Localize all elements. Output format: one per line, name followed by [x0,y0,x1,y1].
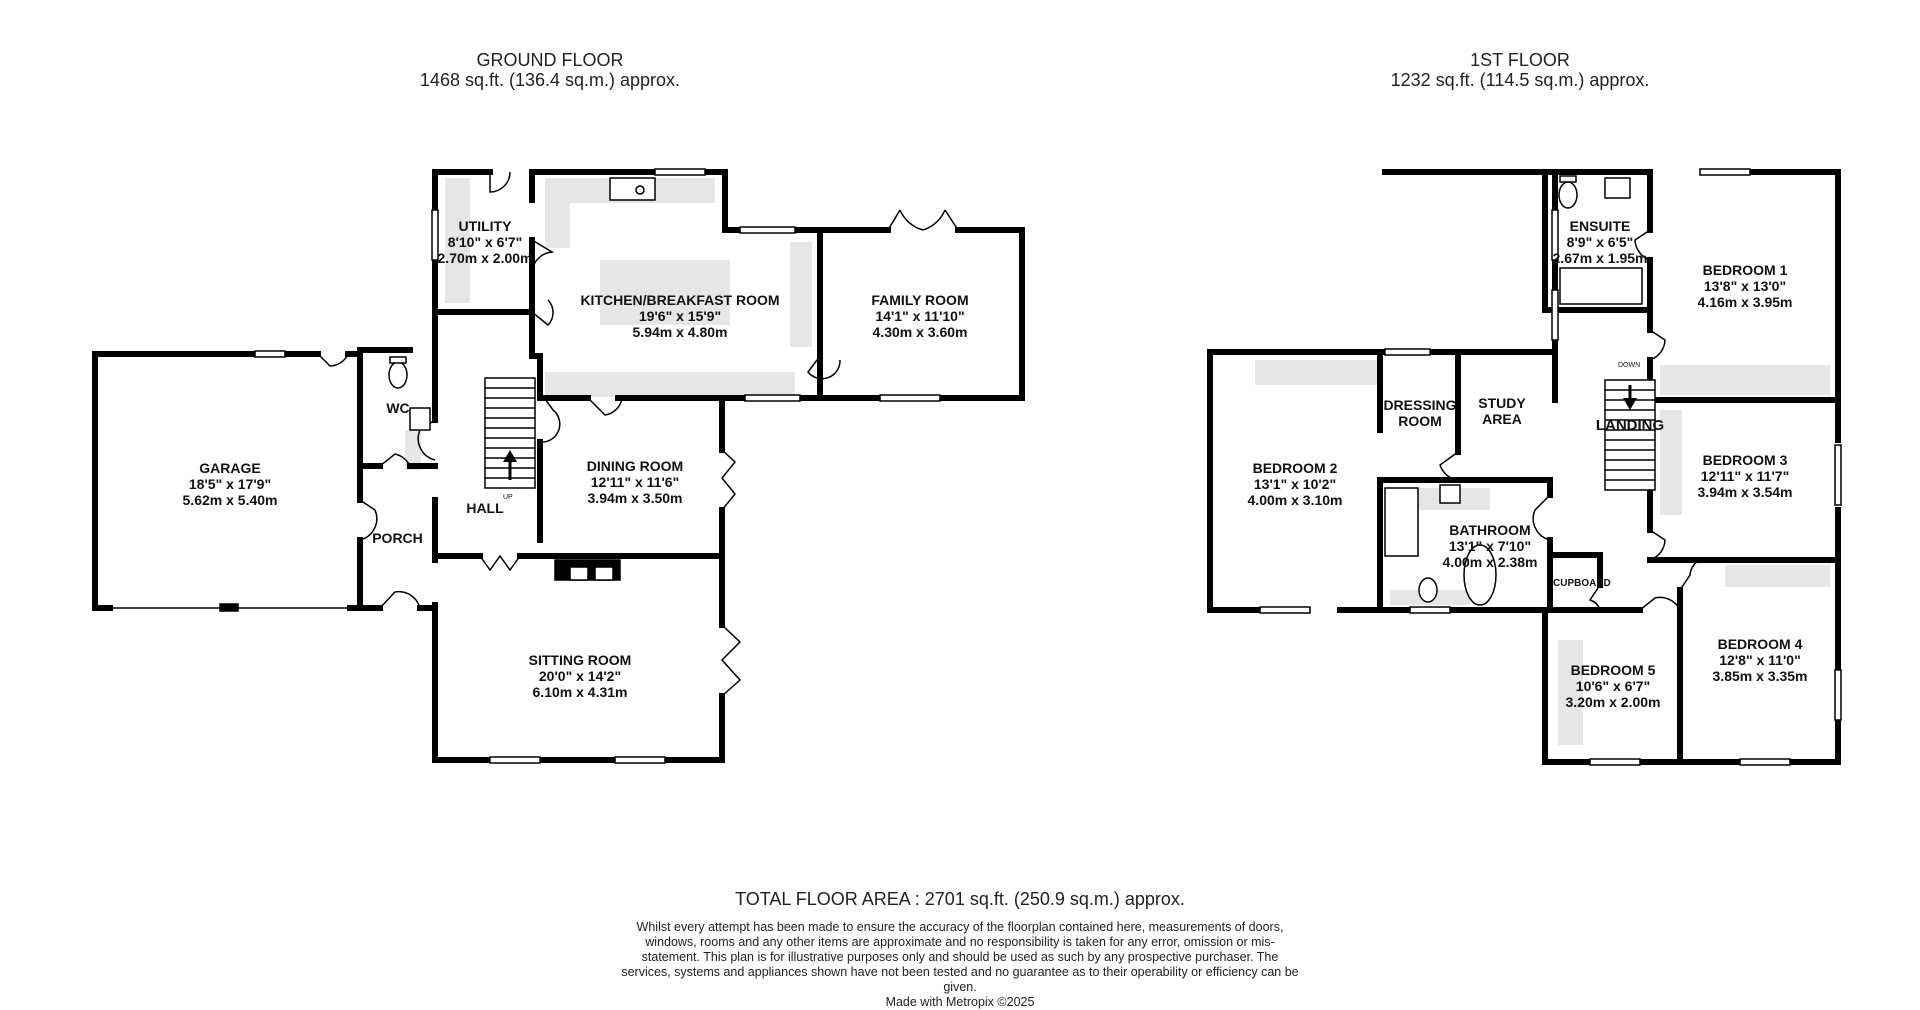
room-metric: 5.62m x 5.40m [182,492,278,508]
room-metric: 4.30m x 3.60m [872,324,968,340]
room-name: KITCHEN/BREAKFAST ROOM [580,292,780,308]
room-imperial: 10'6" x 6'7" [1575,678,1651,694]
first-floor-title [1350,50,1690,90]
ground-floor-title [380,50,720,90]
room-name: PORCH [372,530,423,546]
room-name: BEDROOM 2 [1252,460,1338,476]
room-name: DINING ROOM [586,458,684,474]
room-metric: 3.94m x 3.54m [1697,484,1793,500]
room-label-porch [365,530,430,546]
room-label-study [1462,395,1542,427]
room-label-cupboard: CUPBOARD [1553,578,1611,589]
room-label-kitchen [560,292,800,340]
room-imperial: 13'8" x 13'0" [1703,278,1787,294]
room-metric: 4.16m x 3.95m [1697,294,1793,310]
room-name: ENSUITE [1569,218,1631,234]
room-name: BATHROOM [1449,522,1531,538]
room-label-hall [455,500,515,516]
room-imperial: 8'10" x 6'7" [447,234,523,250]
footer [0,888,1920,1010]
room-name: STUDY [1478,395,1526,411]
room-metric: 6.10m x 4.31m [532,684,628,700]
room-label-bedroom4 [1685,636,1835,684]
room-metric: 3.94m x 3.50m [587,490,683,506]
room-name-line2: AREA [1482,411,1522,427]
room-label-family [840,292,1000,340]
room-name: HALL [466,500,504,516]
room-label-dressing [1378,397,1462,429]
room-name: UTILITY [458,218,512,234]
room-metric: 2.67m x 1.95m [1552,250,1648,266]
room-metric: 4.00m x 3.10m [1247,492,1343,508]
room-imperial: 12'11" x 11'6" [590,474,680,490]
room-name-line2: ROOM [1398,413,1442,429]
room-name: GARAGE [199,460,261,476]
first-stair-label: DOWN [1618,362,1641,369]
room-label-bedroom2 [1215,460,1375,508]
room-metric: 4.00m x 2.38m [1442,554,1538,570]
room-label-garage [150,460,310,508]
room-metric: 3.85m x 3.35m [1712,668,1808,684]
room-label-sitting [500,652,660,700]
room-imperial: 12'11" x 11'7" [1700,468,1790,484]
total-floor-area: TOTAL FLOOR AREA : 2701 sq.ft. (250.9 sq.m.) approx. [735,889,1185,909]
room-metric: 2.70m x 2.00m [437,250,533,266]
room-name: BEDROOM 4 [1717,636,1803,652]
room-imperial: 12'8" x 11'0" [1719,652,1801,668]
room-label-bedroom3 [1665,452,1825,500]
credit-text: Made with Metropix ©2025 [885,995,1035,1009]
room-label-ensuite [1545,218,1655,266]
ground-floor-name: GROUND FLOOR [476,50,624,70]
room-imperial: 13'1" x 10'2" [1253,476,1337,492]
room-name: BEDROOM 1 [1702,262,1788,278]
first-floor-area: 1232 sq.ft. (114.5 sq.m.) approx. [1390,70,1650,90]
room-name: LANDING [1595,417,1665,434]
room-name: SITTING ROOM [528,652,632,668]
disclaimer-text: Whilst every attempt has been made to ensure the accuracy of the floorplan contained here, measurements of doors, windows, rooms and any other items are approximate and no responsibility is taken for any error, omission or mis-statement. This plan is for illustrative purposes only and should be used as such by any prospective purchaser. The services, systems and appliances shown have not been tested and no guarantee as to their operability or efficiency can be given. [621,920,1299,994]
room-metric: 3.20m x 2.00m [1565,694,1661,710]
ground-stair-label: UP [503,494,513,501]
room-name: BEDROOM 5 [1570,662,1656,678]
first-floor-name: 1ST FLOOR [1470,50,1570,70]
ground-floor-area: 1468 sq.ft. (136.4 sq.m.) approx. [419,70,681,90]
room-label-wc [378,400,418,416]
room-name: BEDROOM 3 [1702,452,1788,468]
room-imperial: 13'1" x 7'10" [1448,538,1532,554]
room-label-bedroom1 [1665,262,1825,310]
room-label-dining [560,458,710,506]
room-name: FAMILY ROOM [871,292,969,308]
room-imperial: 14'1" x 11'10" [875,308,965,324]
room-metric: 5.94m x 4.80m [632,324,728,340]
room-imperial: 20'0" x 14'2" [538,668,622,684]
room-label-bathroom [1420,522,1560,570]
room-name: DRESSING [1383,397,1457,413]
room-label-landing [1585,418,1675,434]
room-imperial: 8'9" x 6'5" [1566,234,1634,250]
room-name: WC [386,400,410,416]
room-label-utility [430,218,540,266]
room-imperial: 19'6" x 15'9" [638,308,722,324]
room-label-bedroom5 [1548,662,1678,710]
room-imperial: 18'5" x 17'9" [188,476,272,492]
